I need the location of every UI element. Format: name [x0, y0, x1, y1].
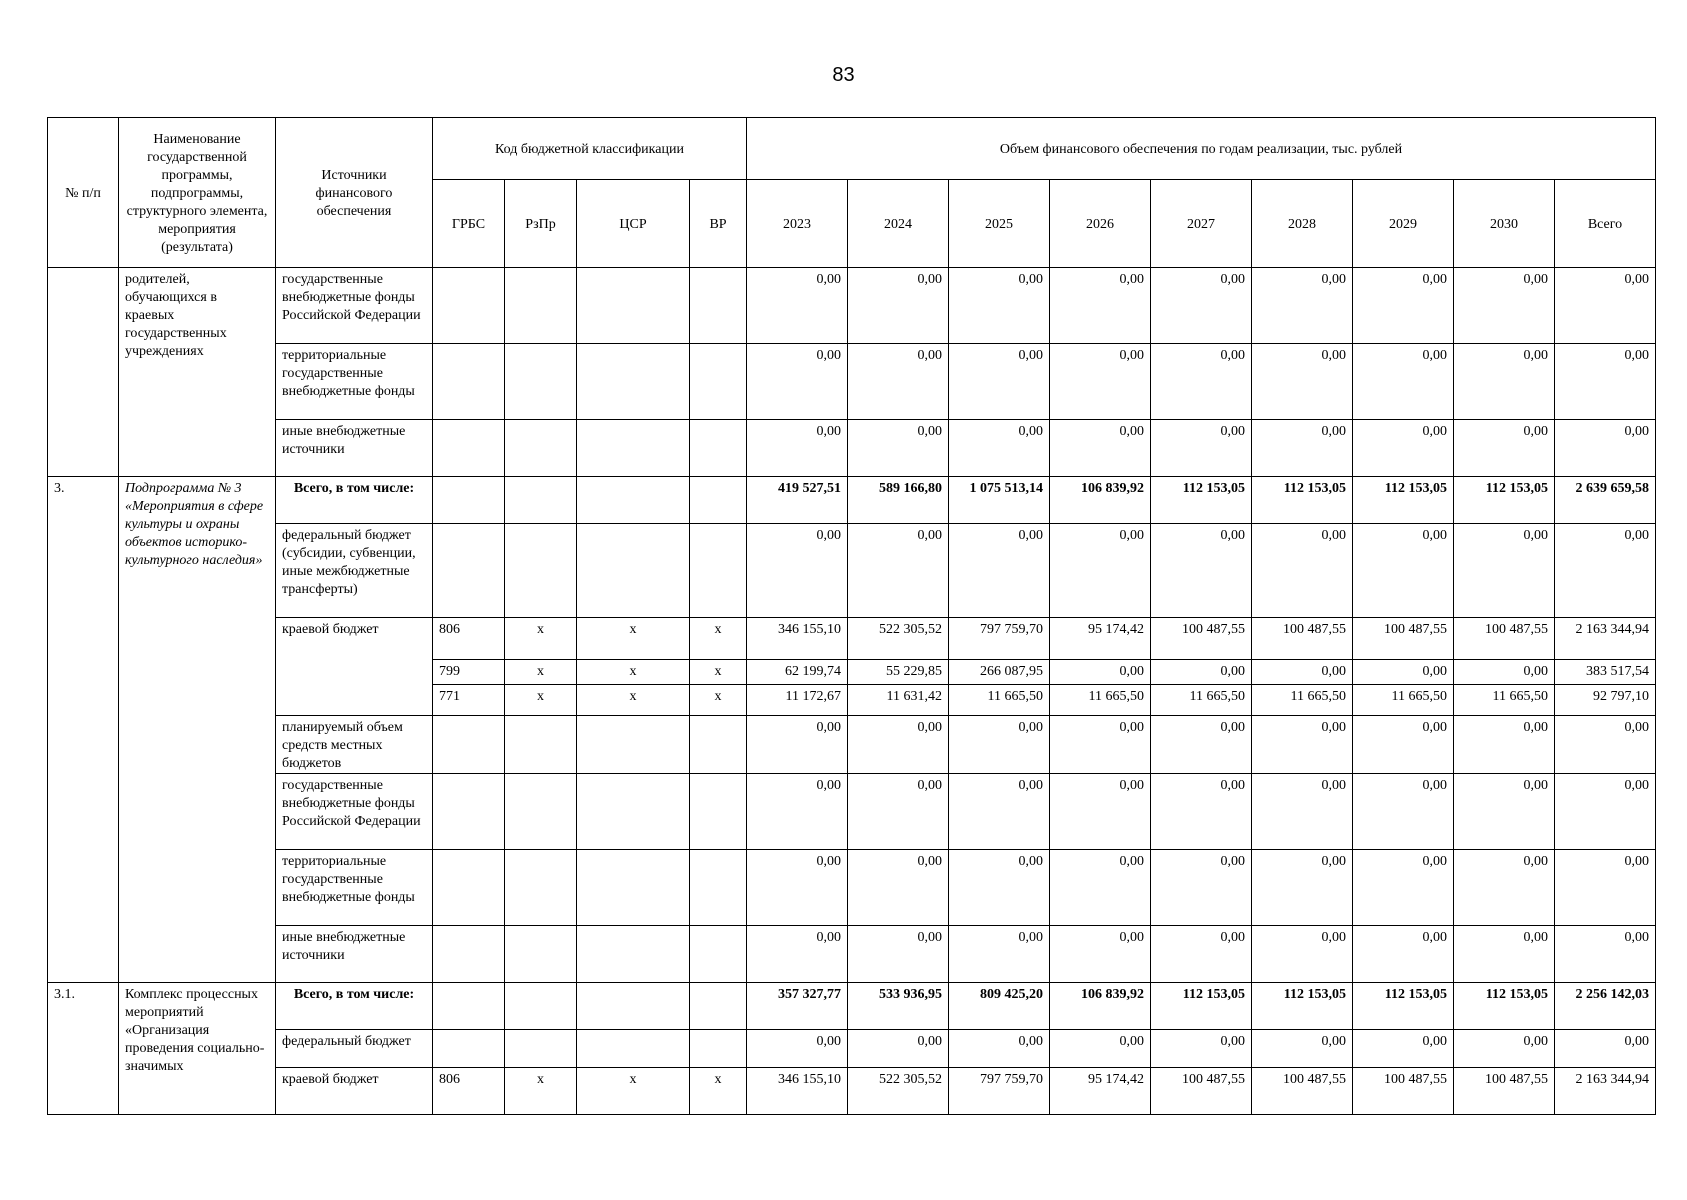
vr-code — [690, 477, 747, 524]
csr-code — [577, 926, 690, 983]
csr-code: х — [577, 660, 690, 685]
year-value: 0,00 — [1050, 660, 1151, 685]
table-row — [48, 344, 1656, 420]
year-value: 0,00 — [1353, 268, 1454, 344]
vr-code — [690, 926, 747, 983]
year-value: 0,00 — [949, 716, 1050, 774]
total-value: 0,00 — [1555, 1030, 1656, 1068]
header-year: 2024 — [848, 180, 949, 268]
rzpr-code — [505, 774, 577, 850]
table-row — [48, 420, 1656, 477]
vr-code: х — [690, 1068, 747, 1115]
year-value: 0,00 — [1454, 344, 1555, 420]
year-value: 0,00 — [1454, 926, 1555, 983]
page-number: 83 — [832, 64, 855, 86]
funding-source: краевой бюджет — [276, 618, 433, 716]
year-value: 100 487,55 — [1252, 1068, 1353, 1115]
vr-code — [690, 983, 747, 1030]
year-value: 11 665,50 — [1252, 685, 1353, 716]
year-value: 0,00 — [1151, 1030, 1252, 1068]
funding-source: федеральный бюджет — [276, 1030, 433, 1068]
year-value: 100 487,55 — [1151, 1068, 1252, 1115]
table-row — [48, 774, 1656, 850]
funding-source: территориальные государственные внебюджетные фонды — [276, 344, 433, 420]
header-csr: ЦСР — [577, 180, 690, 268]
year-value: 55 229,85 — [848, 660, 949, 685]
year-value: 11 665,50 — [1353, 685, 1454, 716]
year-value: 95 174,42 — [1050, 618, 1151, 660]
funding-source: иные внебюджетные источники — [276, 420, 433, 477]
grbs-code — [433, 344, 505, 420]
table-row — [48, 850, 1656, 926]
financing-table — [47, 117, 1656, 1115]
year-value: 0,00 — [1353, 774, 1454, 850]
year-value: 0,00 — [1353, 660, 1454, 685]
header-years-group: Объем финансового обеспечения по годам реализации, тыс. рублей — [747, 118, 1656, 180]
year-value: 112 153,05 — [1252, 477, 1353, 524]
funding-source: Всего, в том числе: — [276, 477, 433, 524]
year-value: 0,00 — [1050, 1030, 1151, 1068]
csr-code — [577, 774, 690, 850]
year-value: 106 839,92 — [1050, 983, 1151, 1030]
year-value: 0,00 — [1353, 524, 1454, 618]
year-value: 797 759,70 — [949, 618, 1050, 660]
row-number: 3. — [48, 477, 119, 983]
csr-code — [577, 268, 690, 344]
year-value: 100 487,55 — [1252, 618, 1353, 660]
year-value: 0,00 — [848, 716, 949, 774]
table-body — [48, 268, 1656, 1115]
row-number — [48, 268, 119, 477]
year-value: 0,00 — [949, 850, 1050, 926]
header-year: 2029 — [1353, 180, 1454, 268]
year-value: 0,00 — [1252, 660, 1353, 685]
rzpr-code — [505, 420, 577, 477]
vr-code: х — [690, 685, 747, 716]
year-value: 11 631,42 — [848, 685, 949, 716]
year-value: 266 087,95 — [949, 660, 1050, 685]
rzpr-code — [505, 524, 577, 618]
header-year: 2026 — [1050, 180, 1151, 268]
year-value: 0,00 — [747, 1030, 848, 1068]
funding-source: планируемый объем средств местных бюджетов — [276, 716, 433, 774]
year-value: 11 665,50 — [1454, 685, 1555, 716]
year-value: 589 166,80 — [848, 477, 949, 524]
year-value: 0,00 — [1151, 774, 1252, 850]
grbs-code: 771 — [433, 685, 505, 716]
header-source: Источники финансового обеспечения — [276, 118, 433, 268]
year-value: 0,00 — [1151, 344, 1252, 420]
grbs-code — [433, 926, 505, 983]
year-value: 809 425,20 — [949, 983, 1050, 1030]
funding-source: иные внебюджетные источники — [276, 926, 433, 983]
total-value: 383 517,54 — [1555, 660, 1656, 685]
table-row — [48, 716, 1656, 774]
year-value: 0,00 — [848, 420, 949, 477]
year-value: 112 153,05 — [1454, 983, 1555, 1030]
csr-code: х — [577, 685, 690, 716]
year-value: 522 305,52 — [848, 618, 949, 660]
year-value: 0,00 — [1252, 716, 1353, 774]
year-value: 112 153,05 — [1353, 983, 1454, 1030]
year-value: 0,00 — [1252, 420, 1353, 477]
year-value: 0,00 — [747, 774, 848, 850]
year-value: 0,00 — [848, 926, 949, 983]
grbs-code — [433, 850, 505, 926]
year-value: 11 665,50 — [1050, 685, 1151, 716]
grbs-code — [433, 716, 505, 774]
year-value: 112 153,05 — [1252, 983, 1353, 1030]
csr-code — [577, 420, 690, 477]
year-value: 0,00 — [1454, 660, 1555, 685]
grbs-code — [433, 1030, 505, 1068]
grbs-code: 806 — [433, 618, 505, 660]
header-kbk-group: Код бюджетной классификации — [433, 118, 747, 180]
year-value: 0,00 — [1252, 926, 1353, 983]
rzpr-code: х — [505, 1068, 577, 1115]
year-value: 0,00 — [1454, 268, 1555, 344]
total-value: 92 797,10 — [1555, 685, 1656, 716]
year-value: 0,00 — [848, 268, 949, 344]
year-value: 0,00 — [949, 926, 1050, 983]
vr-code: х — [690, 618, 747, 660]
year-value: 0,00 — [1252, 850, 1353, 926]
header-year: 2027 — [1151, 180, 1252, 268]
header-total: Всего — [1555, 180, 1656, 268]
total-value: 2 163 344,94 — [1555, 1068, 1656, 1115]
year-value: 100 487,55 — [1353, 1068, 1454, 1115]
total-value: 2 639 659,58 — [1555, 477, 1656, 524]
csr-code — [577, 344, 690, 420]
year-value: 0,00 — [1454, 774, 1555, 850]
year-value: 0,00 — [1454, 1030, 1555, 1068]
year-value: 0,00 — [1151, 524, 1252, 618]
rzpr-code — [505, 983, 577, 1030]
year-value: 0,00 — [1050, 268, 1151, 344]
vr-code — [690, 268, 747, 344]
funding-source: государственные внебюджетные фонды Российской Федерации — [276, 774, 433, 850]
year-value: 0,00 — [1252, 268, 1353, 344]
table-row — [48, 1030, 1656, 1068]
grbs-code — [433, 524, 505, 618]
table-row — [48, 618, 1656, 660]
year-value: 11 665,50 — [949, 685, 1050, 716]
funding-source: Всего, в том числе: — [276, 983, 433, 1030]
grbs-code — [433, 774, 505, 850]
vr-code — [690, 774, 747, 850]
year-value: 0,00 — [1252, 344, 1353, 420]
year-value: 0,00 — [1353, 420, 1454, 477]
year-value: 0,00 — [747, 850, 848, 926]
total-value: 2 163 344,94 — [1555, 618, 1656, 660]
year-value: 0,00 — [848, 1030, 949, 1068]
year-value: 100 487,55 — [1454, 1068, 1555, 1115]
year-value: 0,00 — [1454, 850, 1555, 926]
year-value: 112 153,05 — [1353, 477, 1454, 524]
csr-code: х — [577, 618, 690, 660]
csr-code — [577, 1030, 690, 1068]
year-value: 0,00 — [747, 420, 848, 477]
year-value: 419 527,51 — [747, 477, 848, 524]
year-value: 0,00 — [1353, 344, 1454, 420]
vr-code — [690, 524, 747, 618]
rzpr-code: х — [505, 685, 577, 716]
year-value: 0,00 — [949, 420, 1050, 477]
header-year: 2023 — [747, 180, 848, 268]
rzpr-code — [505, 268, 577, 344]
year-value: 0,00 — [1151, 926, 1252, 983]
csr-code — [577, 716, 690, 774]
year-value: 0,00 — [747, 268, 848, 344]
year-value: 0,00 — [1353, 926, 1454, 983]
year-value: 0,00 — [1252, 774, 1353, 850]
header-name: Наименование государственной программы, подпрограммы, структурного элемента, мероприятия (результата) — [119, 118, 276, 268]
rzpr-code — [505, 926, 577, 983]
year-value: 357 327,77 — [747, 983, 848, 1030]
year-value: 0,00 — [1151, 716, 1252, 774]
table-row — [48, 268, 1656, 344]
rzpr-code — [505, 1030, 577, 1068]
table-row — [48, 926, 1656, 983]
year-value: 0,00 — [747, 926, 848, 983]
vr-code: х — [690, 660, 747, 685]
table-row — [48, 524, 1656, 618]
year-value: 0,00 — [1050, 850, 1151, 926]
year-value: 346 155,10 — [747, 1068, 848, 1115]
grbs-code — [433, 983, 505, 1030]
year-value: 0,00 — [1050, 774, 1151, 850]
total-value: 0,00 — [1555, 344, 1656, 420]
funding-source: краевой бюджет — [276, 1068, 433, 1115]
year-value: 0,00 — [747, 716, 848, 774]
total-value: 0,00 — [1555, 268, 1656, 344]
year-value: 11 172,67 — [747, 685, 848, 716]
year-value: 0,00 — [1454, 420, 1555, 477]
year-value: 0,00 — [1454, 524, 1555, 618]
csr-code — [577, 524, 690, 618]
header-year: 2025 — [949, 180, 1050, 268]
year-value: 112 153,05 — [1151, 983, 1252, 1030]
year-value: 0,00 — [747, 344, 848, 420]
header-year: 2028 — [1252, 180, 1353, 268]
year-value: 100 487,55 — [1353, 618, 1454, 660]
year-value: 0,00 — [1151, 660, 1252, 685]
year-value: 522 305,52 — [848, 1068, 949, 1115]
table-row — [48, 477, 1656, 524]
year-value: 95 174,42 — [1050, 1068, 1151, 1115]
year-value: 0,00 — [1151, 268, 1252, 344]
total-value: 0,00 — [1555, 420, 1656, 477]
year-value: 106 839,92 — [1050, 477, 1151, 524]
vr-code — [690, 716, 747, 774]
vr-code — [690, 850, 747, 926]
header-year: 2030 — [1454, 180, 1555, 268]
total-value: 0,00 — [1555, 926, 1656, 983]
year-value: 0,00 — [1050, 716, 1151, 774]
year-value: 112 153,05 — [1454, 477, 1555, 524]
header-rzpr: РзПр — [505, 180, 577, 268]
year-value: 0,00 — [949, 774, 1050, 850]
funding-source: государственные внебюджетные фонды Российской Федерации — [276, 268, 433, 344]
rzpr-code — [505, 344, 577, 420]
year-value: 0,00 — [949, 344, 1050, 420]
vr-code — [690, 420, 747, 477]
year-value: 0,00 — [1050, 420, 1151, 477]
year-value: 0,00 — [848, 344, 949, 420]
rzpr-code — [505, 850, 577, 926]
rzpr-code — [505, 716, 577, 774]
year-value: 533 936,95 — [848, 983, 949, 1030]
year-value: 0,00 — [1252, 1030, 1353, 1068]
year-value: 0,00 — [1353, 1030, 1454, 1068]
rzpr-code: х — [505, 660, 577, 685]
year-value: 0,00 — [1050, 344, 1151, 420]
year-value: 0,00 — [1353, 850, 1454, 926]
year-value: 0,00 — [1151, 420, 1252, 477]
item-name: родителей, обучающихся в краевых государственных учреждениях — [119, 268, 276, 477]
grbs-code — [433, 420, 505, 477]
funding-source: федеральный бюджет (субсидии, субвенции, иные межбюджетные трансферты) — [276, 524, 433, 618]
year-value: 0,00 — [1353, 716, 1454, 774]
year-value: 0,00 — [1050, 524, 1151, 618]
grbs-code — [433, 477, 505, 524]
table-row — [48, 1068, 1656, 1115]
year-value: 0,00 — [848, 524, 949, 618]
year-value: 0,00 — [848, 850, 949, 926]
table-row — [48, 983, 1656, 1030]
row-number: 3.1. — [48, 983, 119, 1115]
item-name: Комплекс процессных мероприятий «Организация проведения социально-значимых — [119, 983, 276, 1115]
year-value: 100 487,55 — [1151, 618, 1252, 660]
year-value: 112 153,05 — [1151, 477, 1252, 524]
vr-code — [690, 344, 747, 420]
year-value: 0,00 — [1050, 926, 1151, 983]
year-value: 0,00 — [949, 524, 1050, 618]
total-value: 0,00 — [1555, 774, 1656, 850]
total-value: 0,00 — [1555, 524, 1656, 618]
total-value: 0,00 — [1555, 716, 1656, 774]
funding-source: территориальные государственные внебюджетные фонды — [276, 850, 433, 926]
year-value: 11 665,50 — [1151, 685, 1252, 716]
year-value: 62 199,74 — [747, 660, 848, 685]
year-value: 0,00 — [949, 268, 1050, 344]
csr-code — [577, 850, 690, 926]
year-value: 0,00 — [1151, 850, 1252, 926]
year-value: 0,00 — [747, 524, 848, 618]
year-value: 100 487,55 — [1454, 618, 1555, 660]
grbs-code — [433, 268, 505, 344]
item-name: Подпрограмма № 3 «Мероприятия в сфере культуры и охраны объектов историко-культурного наследия» — [119, 477, 276, 983]
header-vr: ВР — [690, 180, 747, 268]
csr-code: х — [577, 1068, 690, 1115]
vr-code — [690, 1030, 747, 1068]
year-value: 797 759,70 — [949, 1068, 1050, 1115]
year-value: 0,00 — [848, 774, 949, 850]
year-value: 0,00 — [1454, 716, 1555, 774]
total-value: 0,00 — [1555, 850, 1656, 926]
year-value: 0,00 — [949, 1030, 1050, 1068]
header-grbs: ГРБС — [433, 180, 505, 268]
year-value: 1 075 513,14 — [949, 477, 1050, 524]
total-value: 2 256 142,03 — [1555, 983, 1656, 1030]
csr-code — [577, 983, 690, 1030]
rzpr-code: х — [505, 618, 577, 660]
csr-code — [577, 477, 690, 524]
year-value: 0,00 — [1252, 524, 1353, 618]
header-num: № п/п — [48, 118, 119, 268]
rzpr-code — [505, 477, 577, 524]
grbs-code: 806 — [433, 1068, 505, 1115]
year-value: 346 155,10 — [747, 618, 848, 660]
grbs-code: 799 — [433, 660, 505, 685]
